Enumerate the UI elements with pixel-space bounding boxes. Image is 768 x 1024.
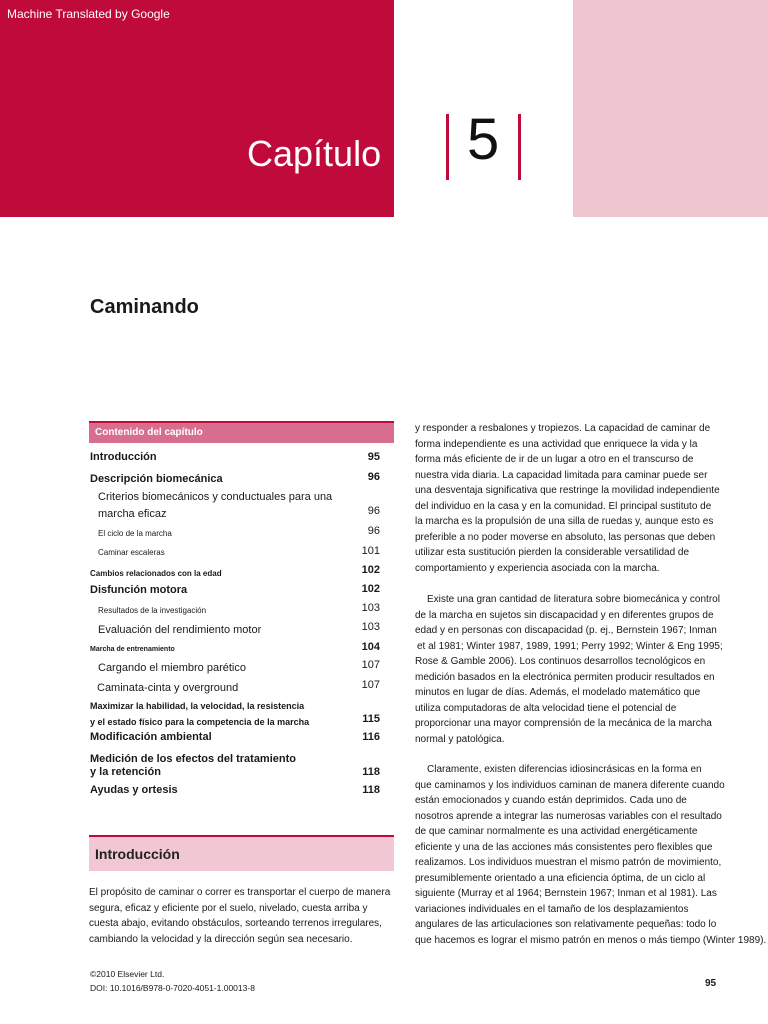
toc-item-page: 96 (367, 505, 380, 517)
text-line: la marcha es la propulsión de una silla de ruedas y, aunque esto es (415, 516, 714, 527)
toc-item-title[interactable]: El ciclo de la marcha (98, 529, 172, 538)
toc-item-title[interactable]: Medición de los efectos del tratamiento (90, 753, 296, 765)
text-line: realizamos. Los individuos muestran el mismo patrón de movimiento, (415, 857, 722, 868)
text-line: angulares de las articulaciones son relativamente pequeñas: todo lo (415, 919, 717, 930)
toc-item-title[interactable]: Criterios biomecánicos y conductuales para una (98, 491, 333, 503)
toc-item-title[interactable]: Descripción biomecánica (90, 473, 223, 485)
intro-paragraph (89, 885, 390, 947)
toc-item-title[interactable]: Evaluación del rendimiento motor (98, 624, 262, 636)
toc-item-title-cont[interactable]: marcha eficaz (98, 508, 167, 520)
toc-item-page: 95 (367, 451, 380, 463)
text-line: forma más eficiente de ir de un lugar a otro en el transcurso de (415, 454, 694, 465)
text-line: nuestra vida diaria. La capacidad limitada para caminar puede ser (415, 469, 708, 481)
text-line: presumiblemente orientado a una eficiencia óptima, de un ciclo al (415, 872, 706, 884)
toc-item-title-cont[interactable]: y el estado físico para la competencia de la marcha (90, 717, 310, 727)
section-heading: Introducción (95, 846, 180, 862)
toc-item-title[interactable]: Ayudas y ortesis (90, 784, 178, 796)
text-line: edad y en personas con discapacidad (p. ej., Bernstein 1967; Inman (415, 625, 717, 636)
text-line: de la marcha en sujetos sin discapacidad y en diferentes grupos de (415, 609, 714, 621)
text-line: cambiando la velocidad y la dirección según sea necesario. (89, 933, 353, 945)
text-line: utiliza computadoras de alta velocidad tiene el potencial de (415, 702, 677, 714)
toc-heading-label: Contenido del capítulo (95, 427, 203, 438)
text-line: forma independiente es una actividad que enriquece la vida y la (415, 438, 698, 450)
toc-item-title-cont[interactable]: y la retención (90, 766, 161, 778)
text-line: Existe una gran cantidad de literatura sobre biomecánica y control (427, 594, 720, 605)
text-line: et al 1981; Winter 1987, 1989, 1991; Perry 1992; Winter & Eng 1995; (417, 640, 723, 652)
toc-item-page: 102 (361, 564, 380, 576)
chapter-banner-accent (573, 0, 768, 217)
footer (90, 967, 255, 995)
toc-item-page: 118 (362, 784, 380, 796)
toc-item-page: 118 (362, 766, 380, 778)
text-line: y responder a resbalones y tropiezos. La capacidad de caminar de (415, 423, 711, 434)
text-line: del individuo en la casa y en la comunidad. El principal sustituto de (415, 500, 712, 512)
chapter-title: Caminando (90, 296, 199, 318)
toc-item-page: 101 (361, 545, 380, 557)
machine-translation-label: Machine Translated by Google (7, 7, 170, 21)
text-line: proporcionar una mayor comprensión de la mecánica de la marcha (415, 718, 712, 729)
text-line: que caminamos y los individuos caminan de manera diferente cuando (415, 779, 725, 791)
page-number: 95 (705, 978, 717, 989)
chapter-banner (0, 0, 394, 217)
text-line: eficiente y una de las acciones más consistentes pero flexibles que (415, 841, 713, 853)
toc-item-page: 103 (361, 602, 380, 614)
text-line: medición basados en la electrónica permiten producir resultados en (415, 671, 715, 683)
toc-item-title[interactable]: Caminar escaleras (98, 548, 165, 557)
toc-item-page: 115 (362, 713, 380, 725)
text-line: Rose & Gamble 2006). Los continuos desarrollos tecnológicos en (415, 656, 706, 667)
text-line: cuesta abajo, evitando obstáculos, sorteando terrenos irregulares, (89, 918, 382, 929)
text-line: comportamiento y experiencia asociada con la marcha. (415, 562, 660, 574)
toc-heading (89, 421, 394, 443)
toc-item-page: 103 (361, 621, 380, 633)
toc-item-title[interactable]: Modificación ambiental (90, 731, 212, 743)
chapter-bar-right (518, 114, 521, 180)
text-line: nosotros aprende a integrar las numerosas variables con el resultado (415, 810, 722, 822)
toc-item-page: 104 (361, 641, 380, 653)
toc-item-title[interactable]: Cargando el miembro parético (98, 662, 246, 674)
toc-item-page: 102 (361, 583, 380, 595)
text-line: una desventaja significativa que restringe la movilidad independiente (415, 485, 720, 496)
text-line: que hacemos es lograr el mismo patrón en menos o más tiempo (Winter 1989). (415, 934, 767, 946)
section-heading-box (89, 835, 394, 871)
text-line: siguiente (Murray et al 1964; Bernstein 1967; Inman et al 1981). Las (415, 888, 717, 899)
body-paragraph-3 (415, 762, 766, 948)
body-paragraph-2 (415, 592, 723, 747)
text-line: utilizar esta sustitución pierden la considerable versatilidad de (415, 547, 690, 558)
toc-item-page: 107 (361, 659, 380, 671)
text-line: Claramente, existen diferencias idiosincrásicas en la forma en (427, 764, 702, 775)
text-line: de que caminar normalmente es una actividad energéticamente (415, 826, 698, 837)
toc-item-page: 116 (362, 731, 380, 743)
text-line: minutos en lugar de días. Además, el modelado matemático que (415, 687, 701, 698)
chapter-bar-left (446, 114, 449, 180)
chapter-number: 5 (467, 107, 500, 172)
toc-item-page: 107 (361, 679, 380, 691)
toc-item-title[interactable]: Resultados de la investigación (98, 606, 207, 615)
toc-item-title[interactable]: Caminata-cinta y overground (97, 682, 239, 694)
text-line: preferible a no poder moverse en absoluto, las personas que deben (415, 531, 716, 543)
text-line: están emocionados y cuando están deprimidos. Cada uno de (415, 795, 687, 806)
toc-item-title[interactable]: Cambios relacionados con la edad (90, 569, 222, 578)
toc-item-title[interactable]: Disfunción motora (90, 584, 188, 596)
toc-item-title[interactable]: Introducción (90, 451, 157, 463)
text-line: variaciones individuales en el tamaño de los desplazamientos (415, 903, 689, 915)
chapter-word: Capítulo (247, 133, 382, 174)
toc-item-page: 96 (367, 471, 380, 483)
toc-item-title[interactable]: Maximizar la habilidad, la velocidad, la resistencia (90, 701, 305, 711)
text-line: normal y patológica. (415, 733, 505, 745)
toc-item-page: 96 (367, 525, 380, 537)
copyright: ©2010 Elsevier Ltd. (90, 969, 165, 979)
body-paragraph-1 (415, 421, 720, 576)
doi-link[interactable]: DOI: 10.1016/B978-0-7020-4051-1.00013-8 (90, 983, 255, 993)
text-line: segura, eficaz y eficiente por el suelo, nivelado, cuesta arriba y (89, 902, 368, 914)
toc-item-title[interactable]: Marcha de entrenamiento (90, 646, 175, 653)
text-line: El propósito de caminar o correr es transportar el cuerpo de manera (89, 887, 391, 898)
